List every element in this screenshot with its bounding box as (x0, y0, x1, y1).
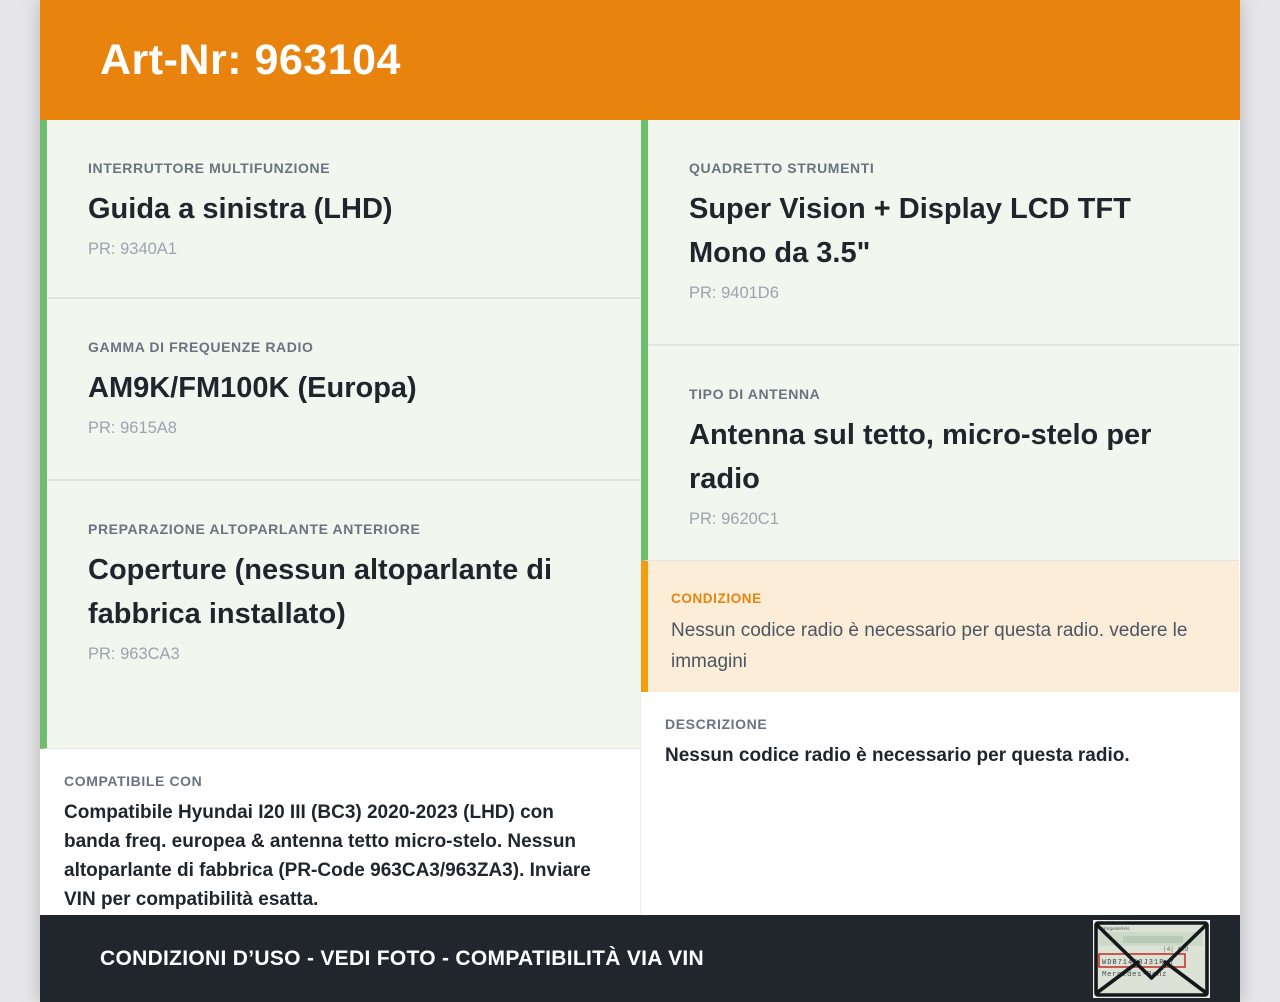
compatibility-label: COMPATIBILE CON (64, 773, 203, 789)
vin-document-thumbnail (1093, 920, 1210, 998)
spec-value: Antenna sul tetto, micro-stelo per radio (689, 419, 1152, 495)
brand-text: Mercedes-Benz (1102, 970, 1168, 979)
spec-value: Guida a sinistra (LHD) (88, 193, 393, 225)
spec-label: INTERRUTTORE MULTIFUNZIONE (88, 160, 331, 176)
condition-label: CONDIZIONE (671, 591, 762, 606)
spec-list-left (40, 120, 640, 749)
guilloche-band-2 (1123, 936, 1183, 943)
spec-pr-code: PR: 963CA3 (88, 645, 180, 663)
vin-text: WDB71463J31R 7 (1102, 958, 1175, 967)
condition-text: Nessun codice radio è necessario per questa radio. vedere le immagini (671, 620, 1188, 672)
spec-card-antenna-type (648, 344, 1239, 560)
spec-label: TIPO DI ANTENNA (689, 386, 821, 402)
footer-conditions-text: CONDIZIONI D’USO - VEDI FOTO - COMPATIBILITÀ VIA VIN (100, 946, 704, 970)
spec-pr-code: PR: 9401D6 (689, 284, 779, 302)
condition-card (641, 561, 1239, 692)
description-section (641, 692, 1239, 770)
spec-card-radio-frequency (47, 297, 640, 479)
doc-field-label: Fahrgestell-Nr. (1100, 925, 1131, 931)
spec-value: Super Vision + Display LCD TFT Mono da 3.5" (689, 193, 1131, 269)
spec-card-multifunction-switch (47, 120, 640, 297)
left-column (40, 120, 640, 915)
right-column (640, 120, 1239, 915)
description-text: Nessun codice radio è necessario per questa radio. (665, 745, 1130, 766)
spec-pr-code: PR: 9340A1 (88, 240, 177, 258)
spec-label: GAMMA DI FREQUENZE RADIO (88, 339, 314, 355)
compatibility-section (40, 749, 640, 914)
spec-value: AM9K/FM100K (Europa) (88, 372, 417, 404)
description-label: DESCRIZIONE (665, 716, 768, 732)
listing-page (40, 0, 1240, 1002)
spec-label: QUADRETTO STRUMENTI (689, 160, 875, 176)
spec-label: PREPARAZIONE ALTOPARLANTE ANTERIORE (88, 521, 421, 537)
spec-pr-code: PR: 9620C1 (689, 510, 779, 528)
compatibility-text: Compatibile Hyundai I20 III (BC3) 2020-2023 (LHD) con banda freq. europea & antenna tetto micro-stelo. Nessun altoparlante di fabbrica (PR-Code 963CA3/963ZA3). Inviare VIN per compatibilità esatta. (64, 802, 591, 910)
spec-value: Coperture (nessun altoparlante di fabbrica installato) (88, 554, 553, 630)
spec-list-right (641, 120, 1239, 561)
spec-card-instrument-cluster (648, 120, 1239, 344)
footer-bar (40, 915, 1240, 1002)
spec-card-speaker-prep (47, 479, 640, 748)
page-header (40, 0, 1240, 120)
spec-pr-code: PR: 9615A8 (88, 419, 177, 437)
main-content (40, 120, 1240, 915)
doc-small-text: |4| Ald (1163, 945, 1189, 953)
article-number-title: Art-Nr: 963104 (100, 35, 401, 84)
